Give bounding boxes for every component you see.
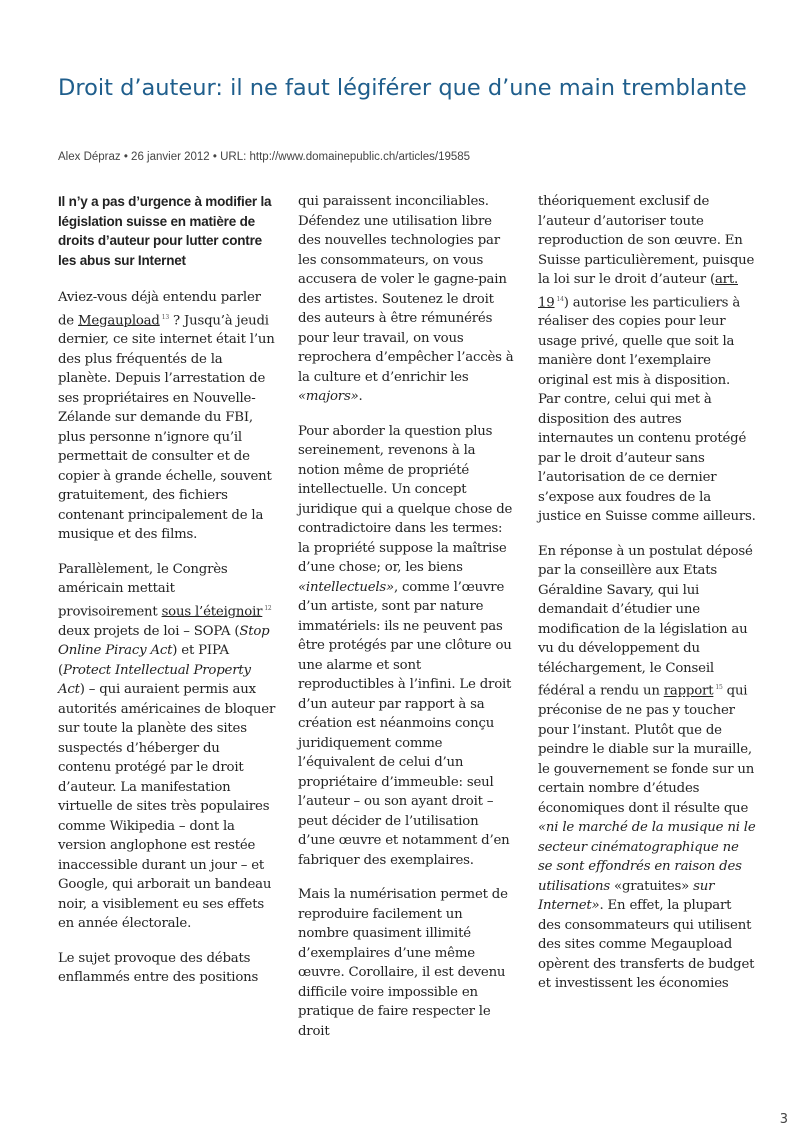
- footnote-ref[interactable]: 15: [715, 684, 723, 692]
- text: Pour aborder la question plus sereinement, revenons à la notion même de propriété intellectuelle. Un concept juridique qui a quelque chose de contradictoire dans les termes: la propriété suppose la maîtrise d’une chose; or, les biens: [298, 423, 513, 575]
- article-title: Droit d’auteur: il ne faut légiférer que d’une main tremblante: [58, 75, 747, 101]
- emphasis: «intellectuels»: [298, 579, 394, 595]
- text: Parallèlement, le Congrès américain mettait provisoirement: [58, 561, 228, 620]
- paragraph: [298, 192, 516, 407]
- text: théoriquement exclusif de l’auteur d’autoriser toute reproduction de son œuvre. En Suisse particulièrement, puisque la loi sur le droit d’auteur (: [538, 194, 755, 287]
- text: «gratuites»: [610, 878, 694, 894]
- emphasis: «ni le marché de la musique ni le secteur cinématographique ne se sont effondrés en raison des utilisations: [538, 820, 756, 894]
- rapport-link[interactable]: rapport: [663, 683, 714, 699]
- column-2: [298, 192, 516, 1056]
- text: . En effet, la plupart des consommateurs qui utilisent des sites comme Megaupload opèrent des transferts de budget et investissent les économies: [538, 898, 755, 992]
- article-byline: Alex Dépraz • 26 janvier 2012 • URL: http://www.domainepublic.ch/articles/19585: [58, 151, 471, 163]
- text: , comme l’œuvre d’un artiste, sont par nature immatériels: ils ne peuvent pas être protégés par une clôture ou une alarme et sont reproductibles à l’infini. Le droit d’un auteur par rapport à sa création est néanmoins conçu juridiquement comme l’équivalent de celui d’un propriétaire d’immeuble: seul l’auteur – ou son ayant droit – peut décider de l’utilisation d’une œuvre et notamment d’en fabriquer des exemplaires.: [298, 579, 512, 868]
- text: ) et PIPA (: [58, 643, 229, 678]
- emphasis: sur Internet»: [538, 878, 715, 914]
- paragraph: [58, 560, 276, 934]
- text: qui préconise de ne pas y toucher pour l’instant. Plutôt que de peindre le diable sur la muraille, le gouvernement se fonde sur un certain nombre d’études économiques dont il résulte que: [538, 683, 755, 816]
- text: ) autorise les particuliers à réaliser des copies pour leur usage privé, quelle que soit la manière dont l’exemplaire original est mis à disposition. Par contre, celui qui met à disposition des autres internautes un contenu protégé par le droit d’auteur sans l’autorisation de ce dernier s’expose aux foudres de la justice en Suisse comme ailleurs.: [538, 294, 756, 525]
- footnote-ref[interactable]: 13: [161, 313, 169, 321]
- text: .: [358, 389, 363, 404]
- megaupload-link[interactable]: Megaupload: [78, 312, 160, 328]
- eteignoir-link[interactable]: sous l’éteignoir: [161, 604, 263, 620]
- column-1: [58, 192, 276, 1003]
- paragraph: Mais la numérisation permet de reproduire facilement un nombre quasiment illimité d’exemplaires d’une même œuvre. Corollaire, il est devenu difficile voire impossible en pratique de faire respecter le droit: [298, 887, 508, 1039]
- footnote-ref[interactable]: 14: [556, 295, 564, 303]
- column-3: [538, 192, 756, 1009]
- page-number: 3: [779, 1112, 788, 1127]
- paragraph: [298, 422, 516, 871]
- text: Aviez-vous déjà entendu parler de: [58, 290, 261, 328]
- paragraph: [538, 192, 756, 527]
- paragraph: [538, 542, 756, 994]
- text: deux projets de loi – SOPA (: [58, 623, 240, 639]
- emphasis: Protect Intellectual Property Act: [58, 662, 251, 698]
- text: ) – qui auraient permis aux autorités américaines de bloquer sur toute la planète des sites suspectés d’héberger du contenu protégé par le droit d’auteur. La manifestation virtuelle de sites très populaires comme Wikipedia – dont la version anglophone est restée inaccessible durant un jour – et Google, qui arborait un bandeau noir, a visiblement eu ses effets en année électorale.: [58, 682, 276, 932]
- text: ? Jusqu’à jeudi dernier, ce site internet était l’un des plus fréquentés de la planète. Depuis l’arrestation de ses propriétaires en Nouvelle-Zélande sur demande du FBI, plus personne n’ignore qu’il permettait de consulter et de copier à grande échelle, souvent gratuitement, des fichiers contenant principalement de la musique et des films.: [58, 312, 275, 543]
- footnote-ref[interactable]: 12: [264, 604, 272, 612]
- paragraph: [58, 288, 276, 545]
- article-lead: Il n’y a pas d’urgence à modifier la législation suisse en matière de droits d’auteur pour lutter contre les abus sur Internet: [58, 194, 272, 268]
- art19-link[interactable]: art. 19: [538, 272, 738, 310]
- emphasis: «majors»: [298, 389, 359, 404]
- paragraph: Le sujet provoque des débats enflammés entre des positions: [58, 950, 259, 986]
- emphasis: Stop Online Piracy Act: [58, 623, 270, 659]
- text: En réponse à un postulat déposé par la conseillère aux Etats Géraldine Savary, qui lui demandait d’étudier une modification de la législation au vu du développement du téléchargement, le Conseil fédéral a rendu un: [538, 543, 753, 699]
- text: qui paraissent inconciliables. Défendez une utilisation libre des nouvelles technologies par les consommateurs, on vous accusera de voler le gagne-pain des artistes. Soutenez le droit des auteurs à être rémunérés pour leur travail, on vous reprochera d’empêcher l’accès à la culture et d’enrichir les: [298, 194, 514, 385]
